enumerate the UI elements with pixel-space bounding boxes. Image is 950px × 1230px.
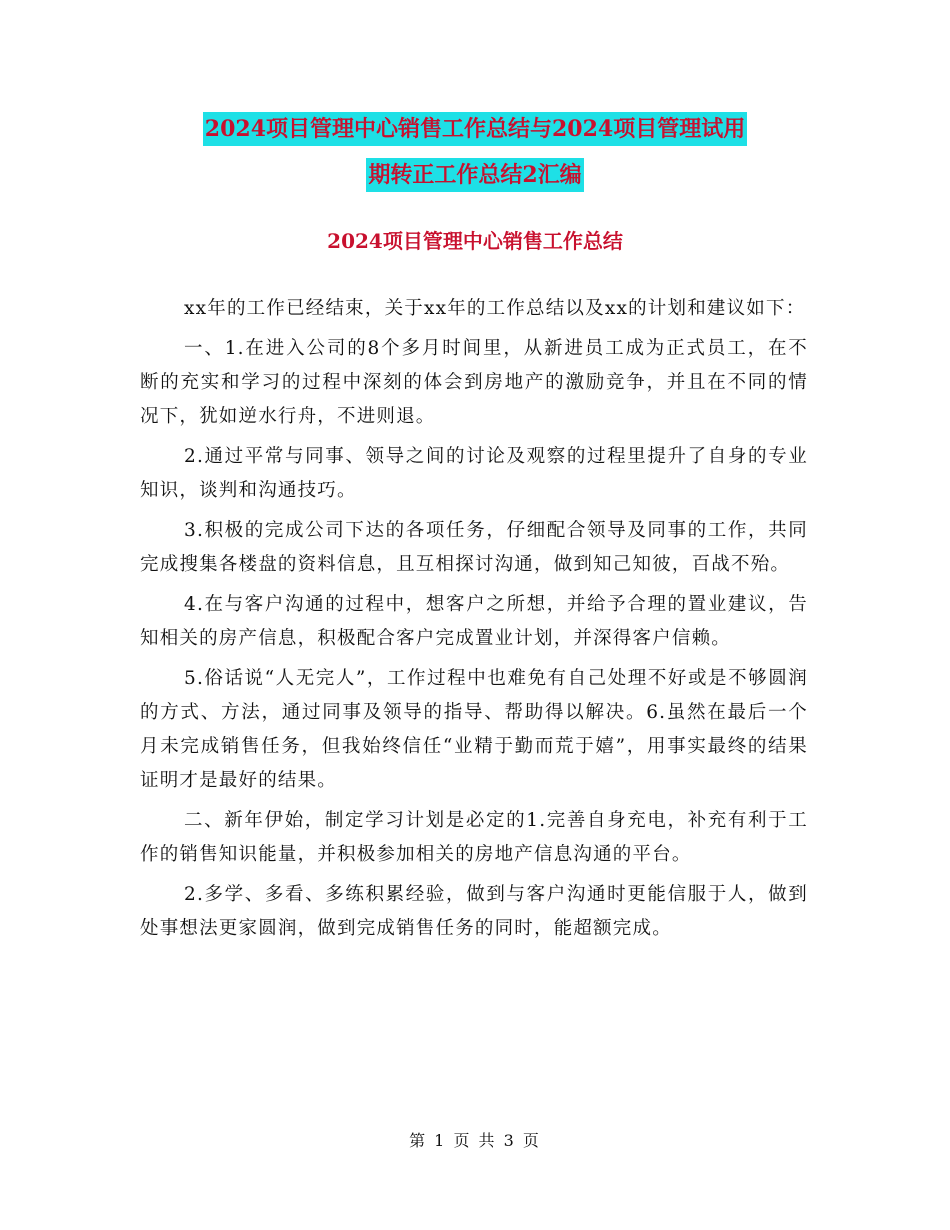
page-footer: 第 1 页 共 3 页 — [409, 1131, 541, 1150]
paragraph: 二、新年伊始，制定学习计划是必定的1.完善自身充电，补充有利于工作的销售知识能量，并积极参加相关的房地产信息沟通的平台。 — [140, 810, 808, 865]
paragraph: 3.积极的完成公司下达的各项任务，仔细配合领导及同事的工作，共同完成搜集各楼盘的资料信息，且互相探讨沟通，做到知己知彼，百战不殆。 — [140, 520, 808, 575]
paragraph: xx年的工作已经结束，关于xx年的工作总结以及xx的计划和建议如下： — [184, 298, 806, 319]
document-body — [140, 292, 808, 952]
title-line-1: 2024项目管理中心销售工作总结与2024项目管理试用 — [203, 112, 747, 146]
document-title — [0, 112, 950, 192]
section-title: 2024项目管理中心销售工作总结 — [327, 229, 623, 253]
paragraph: 2.通过平常与同事、领导之间的讨论及观察的过程里提升了自身的专业知识，谈判和沟通技巧。 — [140, 446, 808, 501]
title-line-2: 期转正工作总结2汇编 — [366, 158, 583, 192]
paragraph: 4.在与客户沟通的过程中，想客户之所想，并给予合理的置业建议，告知相关的房产信息，积极配合客户完成置业计划，并深得客户信赖。 — [140, 594, 808, 649]
paragraph: 一、1.在进入公司的8个多月时间里，从新进员工成为正式员工，在不断的充实和学习的过程中深刻的体会到房地产的激励竞争，并且在不同的情况下，犹如逆水行舟，不进则退。 — [140, 338, 808, 427]
paragraph: 5.俗话说“人无完人”，工作过程中也难免有自己处理不好或是不够圆润的方式、方法，通过同事及领导的指导、帮助得以解决。6.虽然在最后一个月未完成销售任务，但我始终信任“业精于勤而荒于嬉”，用事实最终的结果证明才是最好的结果。 — [140, 668, 808, 791]
paragraph: 2.多学、多看、多练积累经验，做到与客户沟通时更能信服于人，做到处事想法更家圆润，做到完成销售任务的同时，能超额完成。 — [140, 884, 808, 939]
